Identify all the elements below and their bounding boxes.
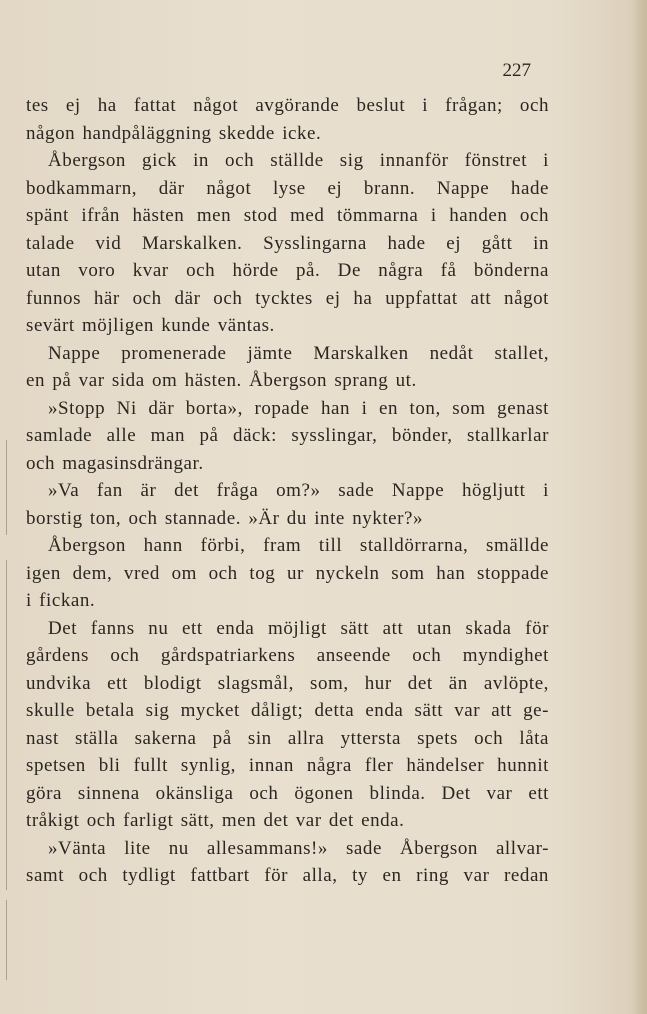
margin-pencil-mark — [6, 440, 7, 535]
text-line: spänt ifrån hästen men stod med tömmarna i handen och — [26, 205, 549, 226]
page-gutter-shadow — [633, 0, 647, 1014]
text-line: »Vänta lite nu allesammans!» sade Åbergson allvar- — [48, 837, 549, 859]
text-line: en på var sida om hästen. Åbergson sprang ut. — [26, 370, 417, 391]
text-line: Åbergson gick in och ställde sig innanför fönstret i — [48, 150, 549, 171]
text-line: nast ställa sakerna på sin allra yttersta spets och låta — [26, 727, 549, 749]
text-line: Åbergson hann förbi, fram till stalldörrarna, smällde — [48, 535, 549, 556]
text-line: »Stopp Ni där borta», ropade han i en ton, som genast — [48, 397, 549, 419]
page-number: 227 — [502, 60, 531, 81]
text-line: funnos här och där och tycktes ej ha uppfattat att något — [26, 287, 549, 309]
text-line: göra sinnena okänsliga och ögonen blinda. Det var ett — [26, 782, 549, 804]
text-line: gårdens och gårdspatriarkens anseende och myndighet — [26, 645, 549, 666]
text-line: borstig ton, och stannade. »Är du inte nykter?» — [26, 507, 424, 529]
text-line: skulle betala sig mycket dåligt; detta enda sätt var att ge- — [26, 700, 549, 721]
text-line: och magasinsdrängar. — [26, 452, 204, 474]
text-line: utan voro kvar och hörde på. De några få bönderna — [26, 260, 549, 281]
text-line: spetsen bli fullt synlig, innan några fler händelser hunnit — [26, 755, 549, 776]
text-line: i fickan. — [26, 590, 96, 611]
text-line: tes ej ha fattat något avgörande beslut i frågan; och — [26, 95, 549, 116]
text-line: Nappe promenerade jämte Marskalken nedåt stallet, — [48, 342, 549, 364]
margin-pencil-mark — [6, 560, 7, 890]
body-text — [26, 92, 549, 890]
text-line: tråkigt och farligt sätt, men det var det enda. — [26, 810, 405, 831]
text-line: sevärt möjligen kunde väntas. — [26, 315, 275, 336]
text-line: Det fanns nu ett enda möjligt sätt att utan skada för — [48, 617, 549, 639]
text-line: igen dem, vred om och tog ur nyckeln som han stoppade — [26, 562, 549, 584]
text-line: bodkammarn, där något lyse ej brann. Nappe hade — [26, 177, 549, 199]
text-line: »Va fan är det fråga om?» sade Nappe högljutt i — [48, 480, 549, 501]
text-line: någon handpåläggning skedde icke. — [26, 122, 322, 144]
margin-pencil-mark — [6, 900, 7, 980]
text-line: samt och tydligt fattbart för alla, ty en ring var redan — [26, 865, 549, 886]
text-line: talade vid Marskalken. Sysslingarna hade ej gått in — [26, 232, 549, 254]
text-line: undvika ett blodigt slagsmål, som, hur det än avlöpte, — [26, 672, 549, 694]
text-line: samlade alle man på däck: sysslingar, bönder, stallkarlar — [26, 425, 549, 446]
